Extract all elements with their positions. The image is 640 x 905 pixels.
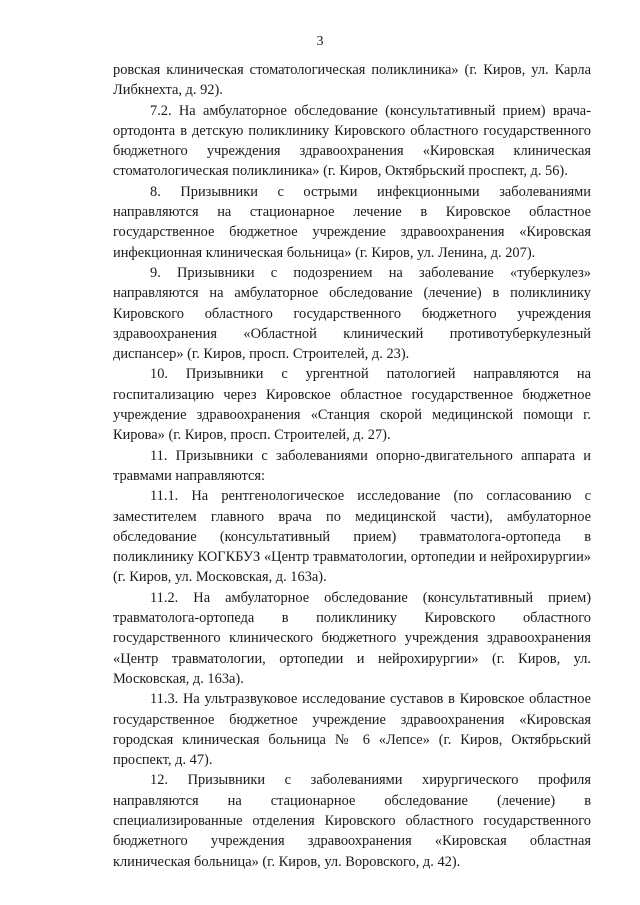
document-body <box>113 60 591 872</box>
paragraph-8: 8. Призывники с острыми инфекционными заболеваниями направляются на стационарное лечение в Кировское областное государственное бюджетное учреждение здравоохранения «Кировская инфекционная клиническая больница» (г. Киров, ул. Ленина, д. 207). <box>113 183 591 261</box>
paragraph-11-1: 11.1. На рентгенологическое исследование (по согласованию с заместителем главного врача по медицинской части), амбулаторное обследование (консультативный прием) травматолога-ортопеда в поликлинику КОГКБУЗ «Центр травматологии, ортопедии и нейрохирургии» (г. Киров, ул. Московская, д. 163а). <box>113 488 591 586</box>
paragraph-12: 12. Призывники с заболеваниями хирургического профиля направляются на стационарное обследование (лечение) в специализированные отделения Кировского областного государственного бюджетного учреждения здравоохранения «Кировская областная клиническая больница» (г. Киров, ул. Воровского, д. 42). <box>113 772 591 870</box>
paragraph-10: 10. Призывники с ургентной патологией направляются на госпитализацию через Кировское областное государственное бюджетное учреждение здравоохранения «Станция скорой медицинской помощи г. Кирова» (г. Киров, просп. Строителей, д. 27). <box>113 366 591 444</box>
paragraph-7-1-continuation: ровская клиническая стоматологическая поликлиника» (г. Киров, ул. Карла Либкнехта, д. 92). <box>113 62 591 99</box>
page-number: 3 <box>316 34 324 49</box>
paragraph-11-2: 11.2. На амбулаторное обследование (консультативный прием) травматолога-ортопеда в поликлинику Кировского областного государственного клинического бюджетного учреждения здравоохранения «Центр травматологии, ортопедии и нейрохирургии» (г. Киров, ул. Московская, д. 163а). <box>113 589 591 687</box>
paragraph-11-3: 11.3. На ультразвуковое исследование суставов в Кировское областное государственное бюджетное учреждение здравоохранения «Кировская городская клиническая больница № 6 «Лепсе» (г. Киров, Октябрьский проспект, д. 47). <box>113 691 591 769</box>
paragraph-9: 9. Призывники с подозрением на заболевание «туберкулез» направляются на амбулаторное обследование (лечение) в поликлинику Кировского областного государственного бюджетного учреждения здравоохранения «Областной клинический противотуберкулезный диспансер» (г. Киров, просп. Строителей, д. 23). <box>113 264 591 363</box>
paragraph-11: 11. Призывники с заболеваниями опорно-двигательного аппарата и травмами направляются: <box>113 447 591 484</box>
paragraph-7-2: 7.2. На амбулаторное обследование (консультативный прием) врача-ортодонта в детскую поликлинику Кировского областного государственного бюджетного учреждения здравоохранения «Кировская клиническая стоматологическая поликлиника» (г. Киров, Октябрьский проспект, д. 56). <box>113 102 591 180</box>
